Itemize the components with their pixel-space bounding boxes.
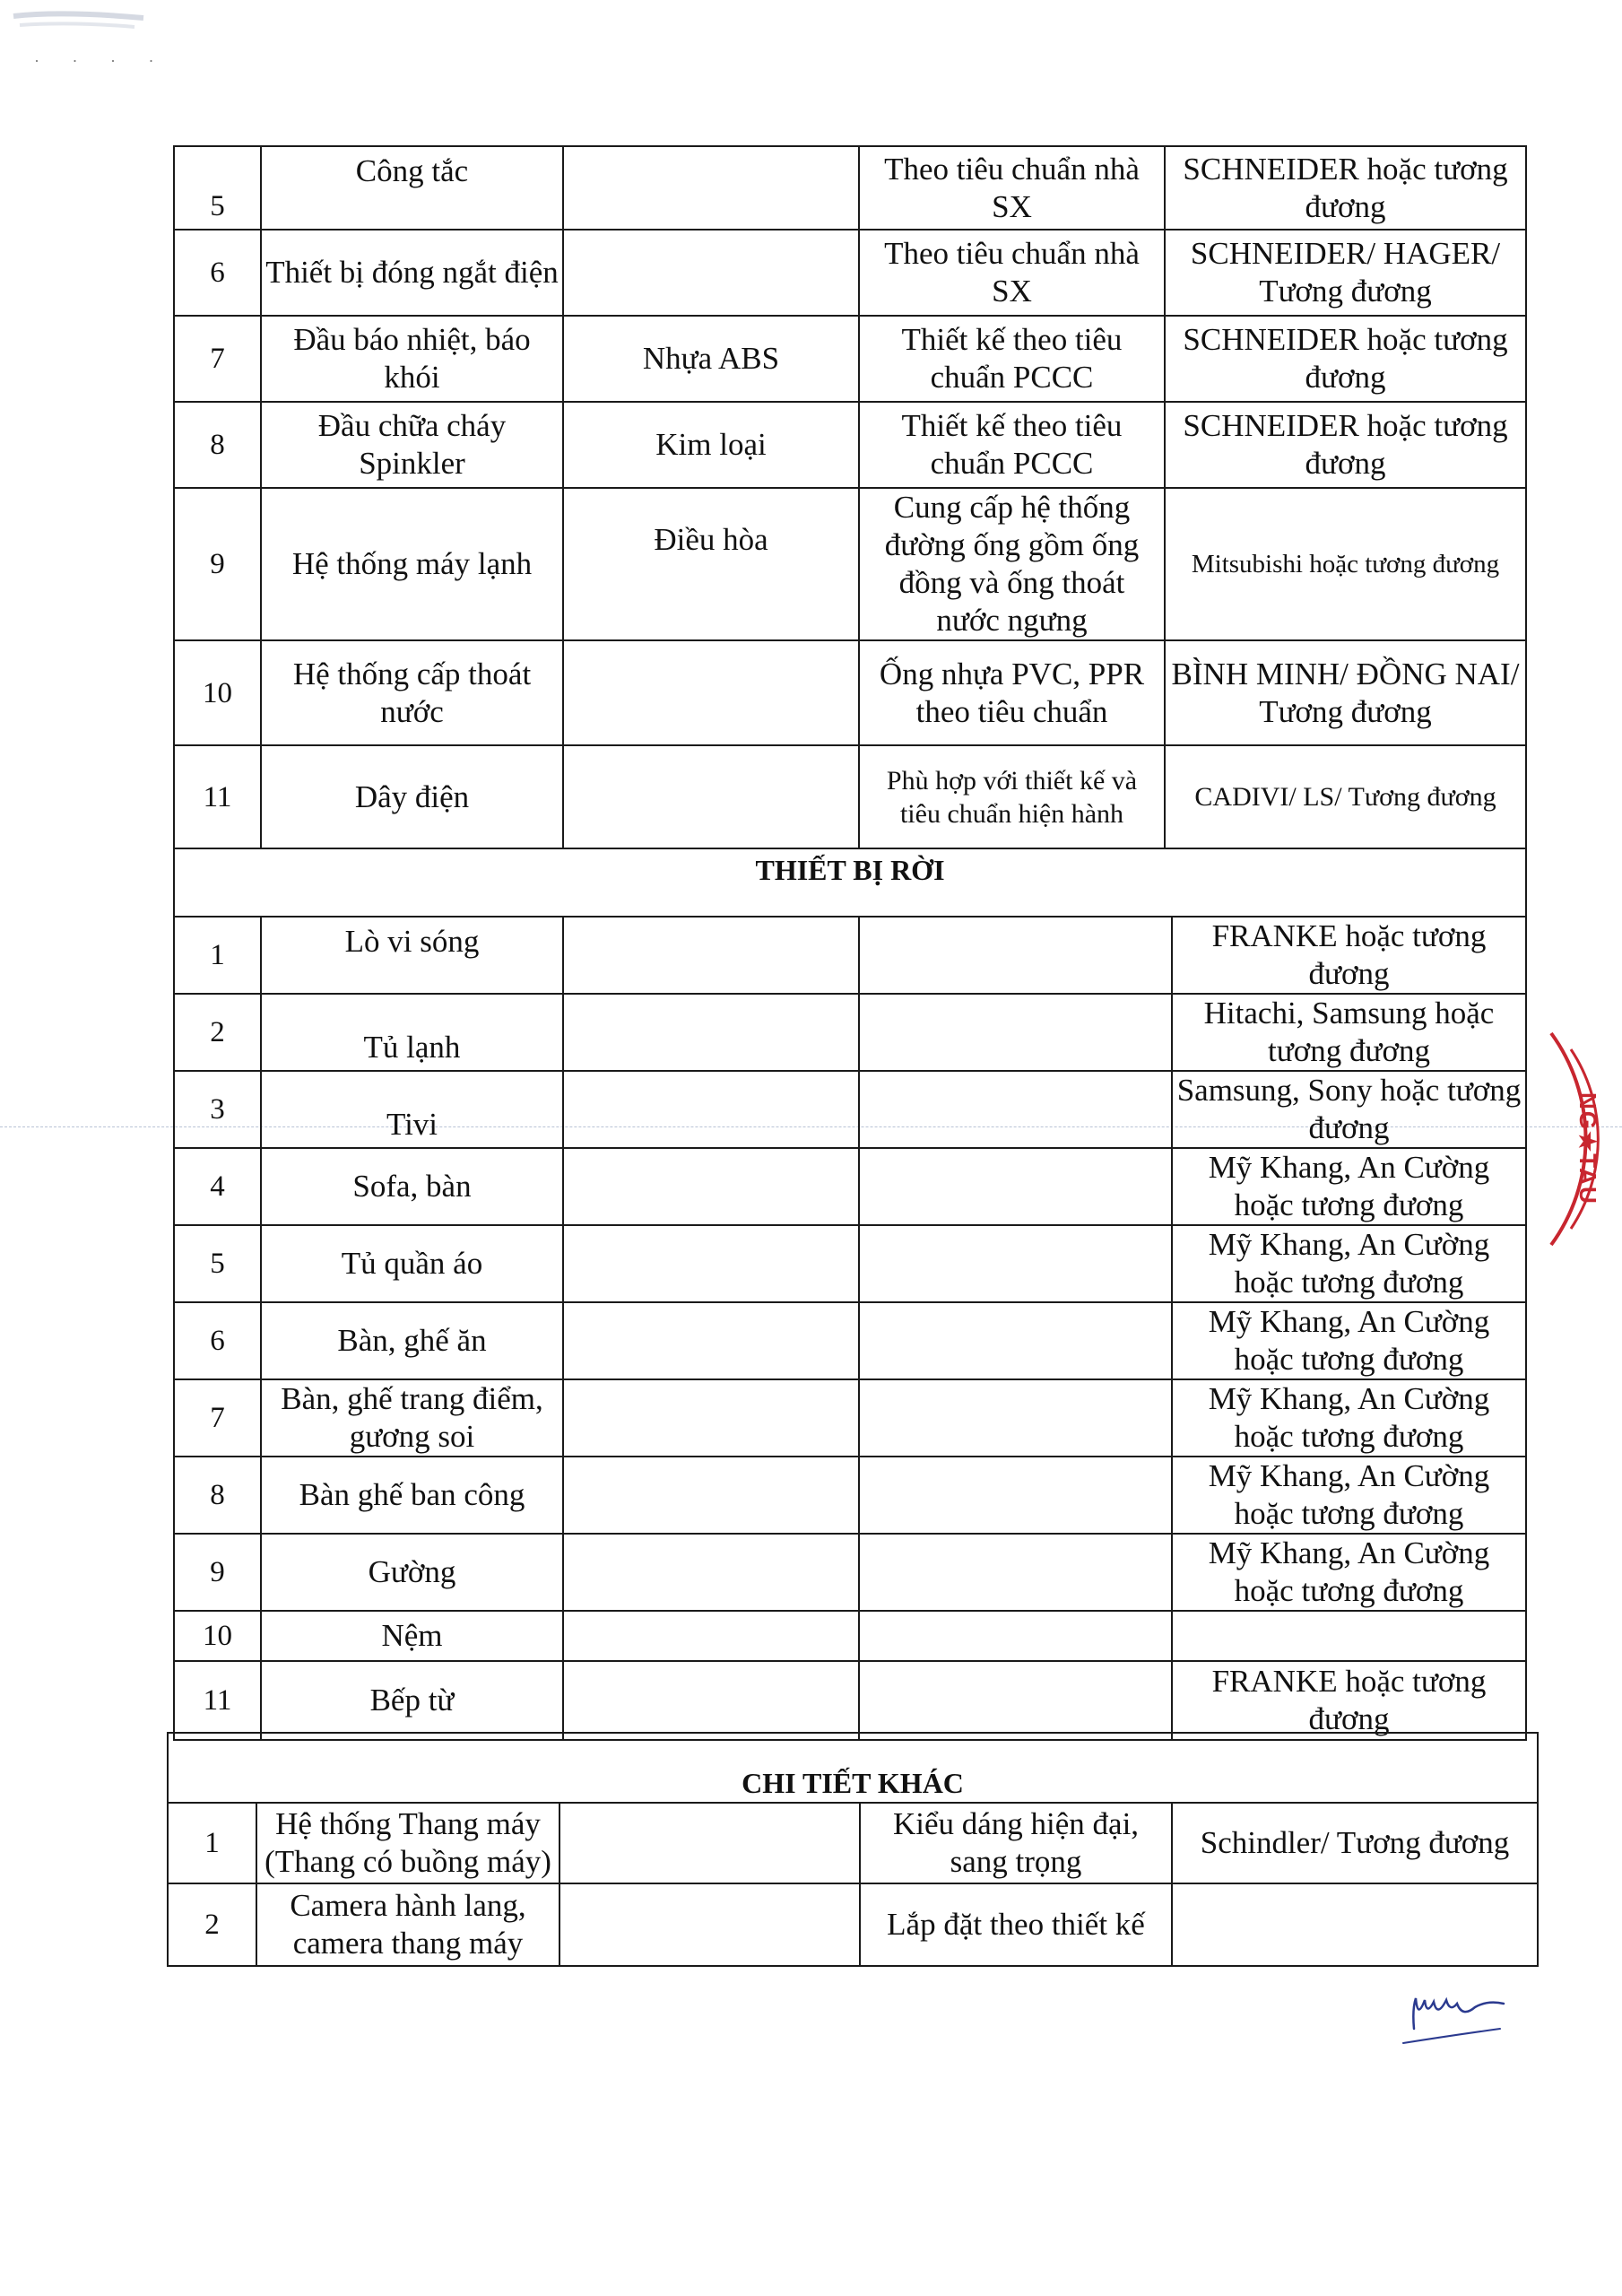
item-brand: Schindler/ Tương đương	[1172, 1803, 1538, 1883]
item-standard	[859, 994, 1172, 1071]
item-standard: Thiết kế theo tiêu chuẩn PCCC	[859, 316, 1165, 402]
row-number: 5	[174, 146, 261, 230]
item-brand: Mitsubishi hoặc tương đương	[1165, 488, 1526, 640]
item-material	[563, 640, 859, 745]
item-standard	[859, 1225, 1172, 1302]
table-row	[174, 316, 1526, 402]
item-brand	[1172, 1611, 1526, 1661]
table-row	[174, 994, 1526, 1071]
item-name: Sofa, bàn	[261, 1148, 563, 1225]
table-row	[174, 1379, 1526, 1457]
item-material	[559, 1883, 860, 1966]
item-standard: Theo tiêu chuẩn nhà SX	[859, 230, 1165, 316]
row-number: 3	[174, 1071, 261, 1148]
item-name: Hệ thống cấp thoát nước	[261, 640, 563, 745]
item-standard: Kiểu dáng hiện đại, sang trọng	[860, 1803, 1172, 1883]
table-row	[174, 488, 1526, 640]
item-standard	[859, 1071, 1172, 1148]
item-name: Hệ thống Thang máy (Thang có buồng máy)	[256, 1803, 559, 1883]
item-material	[563, 745, 859, 848]
item-material: Kim loại	[563, 402, 859, 488]
item-standard: Phù hợp với thiết kế và tiêu chuẩn hiện hành	[859, 745, 1165, 848]
section-header-row	[174, 848, 1526, 920]
item-material	[563, 1302, 859, 1379]
item-standard: Ống nhựa PVC, PPR theo tiêu chuẩn	[859, 640, 1165, 745]
table-row	[174, 640, 1526, 745]
item-material	[563, 230, 859, 316]
item-material	[563, 1379, 859, 1457]
item-brand: SCHNEIDER hoặc tương đương	[1165, 316, 1526, 402]
item-brand: SCHNEIDER hoặc tương đương	[1165, 402, 1526, 488]
item-name: Hệ thống máy lạnh	[261, 488, 563, 640]
scan-dots: · · · ·	[34, 52, 169, 70]
table-row	[174, 1148, 1526, 1225]
item-brand: FRANKE hoặc tương đương	[1172, 917, 1526, 994]
section-title-loose-equipment: THIẾT BỊ RỜI	[174, 848, 1526, 920]
row-number: 8	[174, 402, 261, 488]
row-number: 1	[174, 917, 261, 994]
item-name: Đầu báo nhiệt, báo khói	[261, 316, 563, 402]
item-brand: Mỹ Khang, An Cường hoặc tương đương	[1172, 1534, 1526, 1611]
item-material	[563, 1071, 859, 1148]
item-name: Gường	[261, 1534, 563, 1611]
other-details-table	[167, 1732, 1539, 1967]
item-name: Camera hành lang, camera thang máy	[256, 1883, 559, 1966]
item-material	[563, 1611, 859, 1661]
row-number: 11	[174, 745, 261, 848]
item-standard	[859, 1457, 1172, 1534]
item-standard	[859, 1611, 1172, 1661]
svg-text:NG★TAU: NG★TAU	[1574, 1092, 1601, 1205]
item-material	[563, 1534, 859, 1611]
item-brand: SCHNEIDER/ HAGER/ Tương đương	[1165, 230, 1526, 316]
item-brand: Mỹ Khang, An Cường hoặc tương đương	[1172, 1225, 1526, 1302]
table-row	[174, 402, 1526, 488]
item-material	[563, 1225, 859, 1302]
row-number: 11	[174, 1661, 261, 1740]
item-material	[563, 1148, 859, 1225]
table-row	[174, 1457, 1526, 1534]
item-material: Điều hòa	[563, 488, 859, 640]
item-standard: Lắp đặt theo thiết kế	[860, 1883, 1172, 1966]
item-name: Tủ lạnh	[261, 994, 563, 1071]
signature	[1394, 1973, 1520, 2054]
row-number: 5	[174, 1225, 261, 1302]
table-row	[174, 1534, 1526, 1611]
item-brand: Mỹ Khang, An Cường hoặc tương đương	[1172, 1379, 1526, 1457]
table-row	[174, 1302, 1526, 1379]
table-row	[174, 917, 1526, 994]
item-standard	[859, 917, 1172, 994]
table-row	[174, 230, 1526, 316]
row-number: 6	[174, 1302, 261, 1379]
item-name: Bàn, ghế ăn	[261, 1302, 563, 1379]
item-standard	[859, 1148, 1172, 1225]
item-brand: Mỹ Khang, An Cường hoặc tương đương	[1172, 1148, 1526, 1225]
item-standard	[859, 1534, 1172, 1611]
item-name: Công tắc	[261, 146, 563, 230]
item-brand	[1172, 1883, 1538, 1966]
item-name: Dây điện	[261, 745, 563, 848]
item-name: Bàn, ghế trang điểm, gương soi	[261, 1379, 563, 1457]
row-number: 2	[168, 1883, 256, 1966]
equipment-table-loose	[173, 916, 1527, 1741]
row-number: 1	[168, 1803, 256, 1883]
table-row	[174, 1225, 1526, 1302]
item-material	[563, 1661, 859, 1740]
table-row	[174, 1071, 1526, 1148]
item-brand: Mỹ Khang, An Cường hoặc tương đương	[1172, 1457, 1526, 1534]
item-material	[563, 146, 859, 230]
item-material	[563, 1457, 859, 1534]
table-row	[174, 146, 1526, 230]
table-row	[174, 745, 1526, 848]
row-number: 10	[174, 640, 261, 745]
item-name: Lò vi sóng	[261, 917, 563, 994]
item-name: Nệm	[261, 1611, 563, 1661]
table-row	[174, 1661, 1526, 1740]
row-number: 9	[174, 488, 261, 640]
table-row	[174, 1611, 1526, 1661]
company-stamp	[1524, 1022, 1622, 1256]
item-standard: Theo tiêu chuẩn nhà SX	[859, 146, 1165, 230]
item-standard: Thiết kế theo tiêu chuẩn PCCC	[859, 402, 1165, 488]
item-material	[559, 1803, 860, 1883]
item-name: Tủ quần áo	[261, 1225, 563, 1302]
item-name: Đầu chữa cháy Spinkler	[261, 402, 563, 488]
item-standard	[859, 1661, 1172, 1740]
item-material	[563, 994, 859, 1071]
item-standard	[859, 1379, 1172, 1457]
table-row	[168, 1883, 1538, 1966]
item-name: Thiết bị đóng ngắt điện	[261, 230, 563, 316]
item-brand: SCHNEIDER hoặc tương đương	[1165, 146, 1526, 230]
item-brand: Hitachi, Samsung hoặc tương đương	[1172, 994, 1526, 1071]
item-brand: FRANKE hoặc tương đương	[1172, 1661, 1526, 1740]
item-standard	[859, 1302, 1172, 1379]
item-standard: Cung cấp hệ thống đường ống gồm ống đồng và ống thoát nước ngưng	[859, 488, 1165, 640]
item-brand: CADIVI/ LS/ Tương đương	[1165, 745, 1526, 848]
row-number: 10	[174, 1611, 261, 1661]
section-header-row	[168, 1733, 1538, 1803]
item-name: Bếp từ	[261, 1661, 563, 1740]
row-number: 7	[174, 1379, 261, 1457]
row-number: 4	[174, 1148, 261, 1225]
row-number: 9	[174, 1534, 261, 1611]
item-brand: Mỹ Khang, An Cường hoặc tương đương	[1172, 1302, 1526, 1379]
item-material: Nhựa ABS	[563, 316, 859, 402]
row-number: 6	[174, 230, 261, 316]
table-row	[168, 1803, 1538, 1883]
row-number: 8	[174, 1457, 261, 1534]
item-brand: BÌNH MINH/ ĐỒNG NAI/ Tương đương	[1165, 640, 1526, 745]
item-name: Tivi	[261, 1071, 563, 1148]
equipment-table-fixed	[173, 145, 1527, 920]
item-name: Bàn ghế ban công	[261, 1457, 563, 1534]
section-title-other-details: CHI TIẾT KHÁC	[168, 1733, 1538, 1803]
item-material	[563, 917, 859, 994]
row-number: 7	[174, 316, 261, 402]
scan-artifact	[9, 7, 152, 34]
row-number: 2	[174, 994, 261, 1071]
item-brand: Samsung, Sony hoặc tương đương	[1172, 1071, 1526, 1148]
